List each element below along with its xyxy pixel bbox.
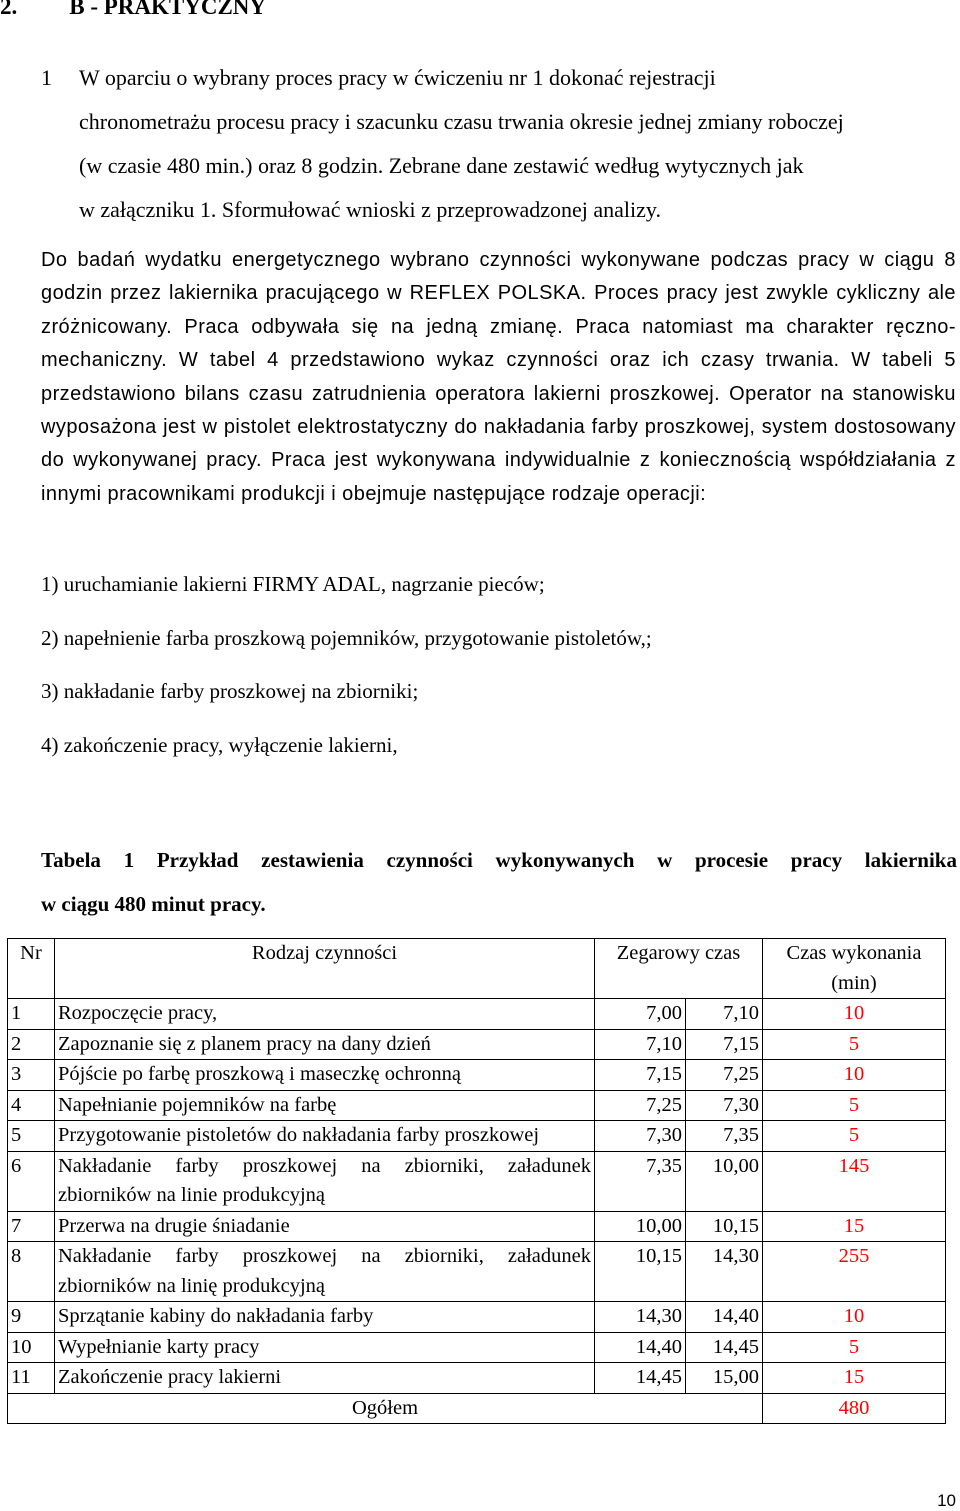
cell-duration: 145 [763,1151,946,1211]
cell-start: 10,15 [595,1242,686,1302]
cell-nr: 3 [8,1060,55,1091]
table-caption [41,838,957,926]
cell-start: 7,15 [595,1060,686,1091]
cell-activity: Nakładanie farby proszkowej na zbiorniki, załadunek zbiorników na linię produkcyjną [55,1242,595,1302]
cell-start: 7,00 [595,999,686,1030]
header-nr: Nr [8,939,55,999]
header-activity: Rodzaj czynności [55,939,595,999]
operations-list [41,566,652,780]
cell-nr: 2 [8,1029,55,1060]
cell-nr: 4 [8,1090,55,1121]
section-title: B - PRAKTYCZNY [69,0,267,19]
cell-duration: 10 [763,999,946,1030]
cell-end: 10,15 [686,1211,763,1242]
cell-activity: Zapoznanie się z planem pracy na dany dzień [55,1029,595,1060]
header-duration: Czas wykonania (min) [763,939,946,999]
cell-activity: Zakończenie pracy lakierni [55,1363,595,1394]
operation-item: 4) zakończenie pracy, wyłączenie lakierni, [41,732,398,757]
operation-item: 2) napełnienie farba proszkową pojemników, przygotowanie pistoletów,; [41,625,652,650]
cell-nr: 1 [8,999,55,1030]
cell-end: 7,25 [686,1060,763,1091]
cell-duration: 5 [763,1121,946,1152]
cell-end: 7,30 [686,1090,763,1121]
table-row [8,1242,946,1302]
work-activities-table [7,938,946,1424]
cell-duration: 15 [763,1363,946,1394]
cell-nr: 10 [8,1332,55,1363]
table-row [8,1332,946,1363]
total-label: Ogółem [8,1393,763,1424]
operation-item: 1) uruchamianie lakierni FIRMY ADAL, nagrzanie pieców; [41,572,545,596]
total-value: 480 [763,1393,946,1424]
cell-start: 7,25 [595,1090,686,1121]
task-line-3: (w czasie 480 min.) oraz 8 godzin. Zebrane dane zestawić według wytycznych jak [79,153,804,178]
section-heading [0,0,266,22]
cell-activity: Nakładanie farby proszkowej na zbiorniki, załadunek zbiorników na linie produkcyjną [55,1151,595,1211]
cell-activity: Rozpoczęcie pracy, [55,999,595,1030]
cell-start: 7,35 [595,1151,686,1211]
cell-end: 7,15 [686,1029,763,1060]
cell-end: 7,10 [686,999,763,1030]
cell-duration: 255 [763,1242,946,1302]
table-row [8,1151,946,1211]
cell-start: 10,00 [595,1211,686,1242]
cell-end: 15,00 [686,1363,763,1394]
cell-duration: 5 [763,1332,946,1363]
cell-end: 14,30 [686,1242,763,1302]
cell-start: 14,45 [595,1363,686,1394]
cell-start: 14,30 [595,1302,686,1333]
cell-start: 14,40 [595,1332,686,1363]
operation-item: 3) nakładanie farby proszkowej na zbiorniki; [41,679,419,703]
cell-nr: 6 [8,1151,55,1211]
page-number: 10 [937,1491,956,1510]
cell-activity: Przygotowanie pistoletów do nakładania farby proszkowej [55,1121,595,1152]
caption-line-1: Tabela 1 Przykład zestawienia czynności wykonywanych w procesie pracy lakiernika [41,848,957,872]
section-number: 2. [0,0,18,19]
task-block [41,56,953,232]
table-total-row [8,1393,946,1424]
table-row [8,1060,946,1091]
cell-duration: 5 [763,1029,946,1060]
table-header-row [8,939,946,999]
task-number: 1 [41,65,52,90]
table-row [8,1090,946,1121]
cell-end: 14,45 [686,1332,763,1363]
table-row [8,999,946,1030]
cell-activity: Napełnianie pojemników na farbę [55,1090,595,1121]
table-row [8,1121,946,1152]
cell-duration: 10 [763,1060,946,1091]
cell-nr: 5 [8,1121,55,1152]
description-paragraph: Do badań wydatku energetycznego wybrano czynności wykonywane podczas pracy w ciągu 8 godzin przez lakiernika pracującego w REFLEX POLSKA. Proces pracy jest zwykle cykliczny ale zróżnicowany. Praca odbywała się na jedną zmianę. Praca natomiast ma charakter ręczno-mechaniczny. W tabel 4 przedstawiono wykaz czynności oraz ich czasy trwania. W tabeli 5 przedstawiono bilans czasu zatrudnienia operatora lakierni proszkowej. Operator na stanowisku wyposażona jest w pistolet elektrostatyczny do nakładania farby proszkowej, system dostosowany do wykonywanej pracy. Praca jest wykonywana indywidualnie z koniecznością współdziałania z innymi pracownikami produkcji i obejmuje następujące rodzaje operacji: [41,249,956,505]
cell-end: 10,00 [686,1151,763,1211]
cell-start: 7,30 [595,1121,686,1152]
cell-nr: 9 [8,1302,55,1333]
cell-activity: Wypełnianie karty pracy [55,1332,595,1363]
task-line-2: chronometrażu procesu pracy i szacunku czasu trwania okresie jednej zmiany roboczej [79,109,844,134]
cell-duration: 10 [763,1302,946,1333]
cell-end: 14,40 [686,1302,763,1333]
cell-nr: 7 [8,1211,55,1242]
cell-activity: Pójście po farbę proszkową i maseczkę ochronną [55,1060,595,1091]
cell-activity: Przerwa na drugie śniadanie [55,1211,595,1242]
caption-line-2: w ciągu 480 minut pracy. [41,892,266,916]
table-row [8,1363,946,1394]
header-clock: Zegarowy czas [595,939,763,999]
cell-duration: 5 [763,1090,946,1121]
table-row [8,1211,946,1242]
task-line-4: w załączniku 1. Sformułować wnioski z przeprowadzonej analizy. [79,197,661,222]
cell-nr: 11 [8,1363,55,1394]
cell-end: 7,35 [686,1121,763,1152]
cell-start: 7,10 [595,1029,686,1060]
cell-nr: 8 [8,1242,55,1302]
task-line-1: 1 W oparciu o wybrany proces pracy w ćwiczeniu nr 1 dokonać rejestracji [41,56,953,100]
cell-duration: 15 [763,1211,946,1242]
cell-activity: Sprzątanie kabiny do nakładania farby [55,1302,595,1333]
table-row [8,1029,946,1060]
table-row [8,1302,946,1333]
